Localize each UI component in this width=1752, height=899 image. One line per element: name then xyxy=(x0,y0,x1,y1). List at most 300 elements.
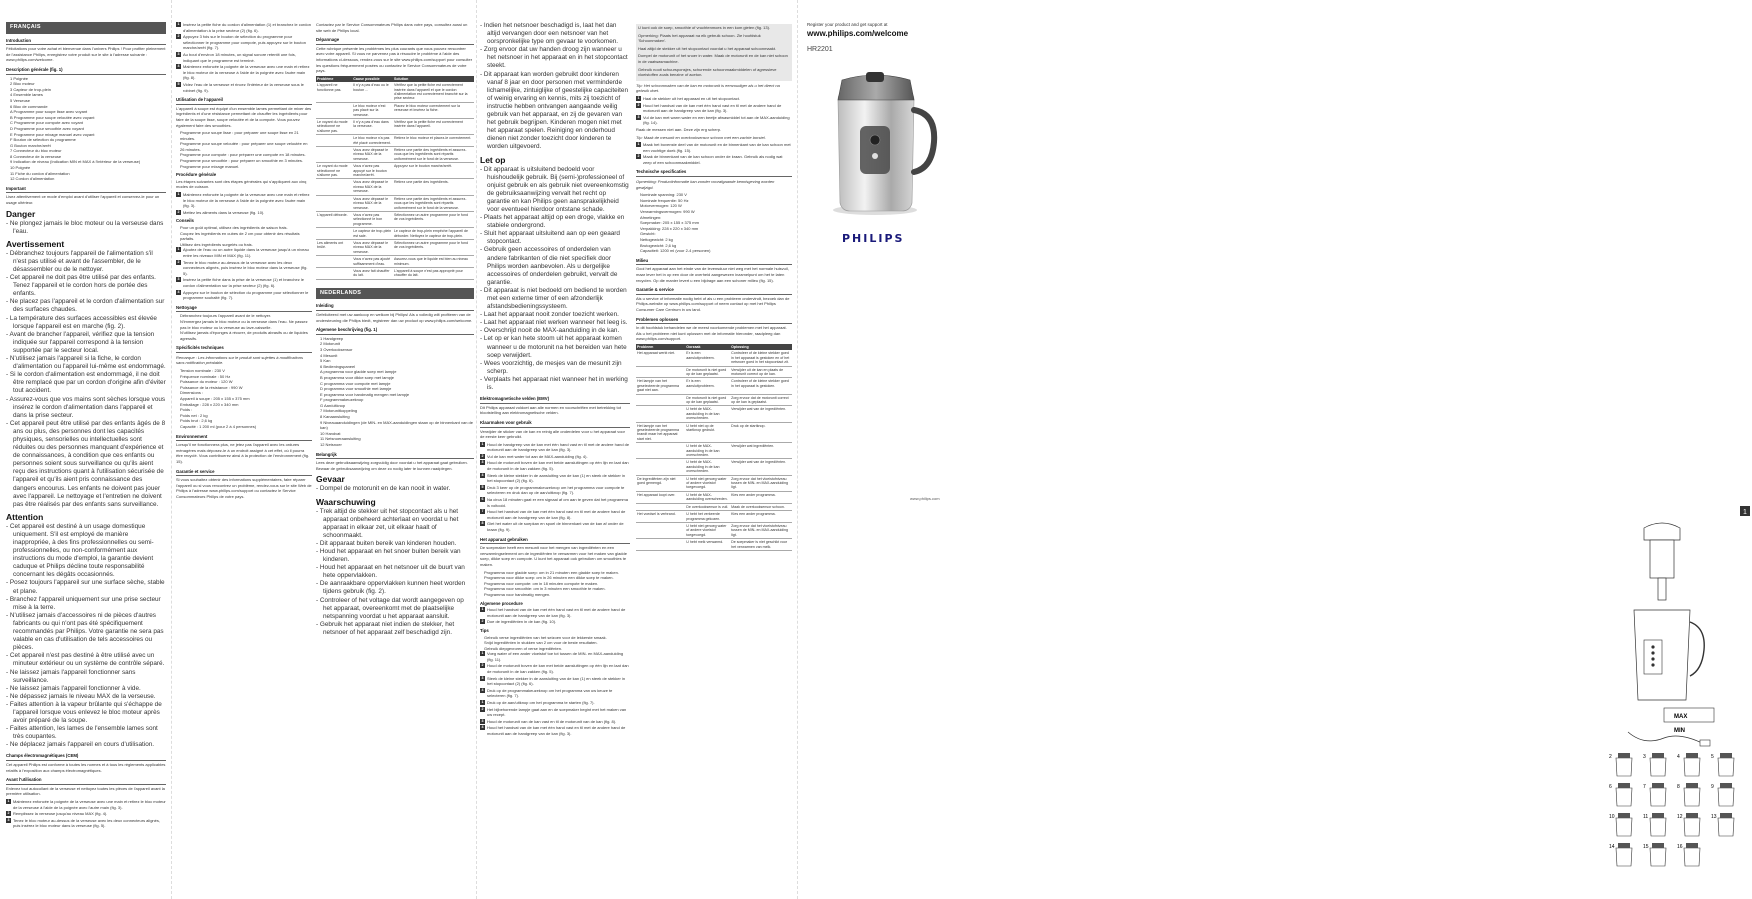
step-text: Houd de motorunit van de kan vast en til de motorunit van de kan (fig. 8). xyxy=(487,718,617,724)
table-cell: De overkooksensor is vuil. xyxy=(686,504,729,509)
figure-thumbnail xyxy=(1677,813,1700,836)
figure-number: 11 xyxy=(1643,814,1649,820)
nl-procedure-step xyxy=(480,688,630,699)
step-number: 1 xyxy=(177,247,180,252)
nl-before-step xyxy=(480,460,630,471)
figure-thumbnail xyxy=(1609,813,1632,836)
table-cell: Zorg ervoor dat het vloeistofniveau tussen de MIN- en MAX-aanduiding ligt. xyxy=(730,522,792,538)
step-number: 5 xyxy=(177,81,180,86)
program-list xyxy=(176,130,312,169)
nl-procedure-step xyxy=(480,707,630,718)
step-text: Steek de kleine stekker in de aansluiting van de kan (1) en steek de stekker in het stopcontact (2) (fig. 6). xyxy=(487,675,626,687)
table-cell: U hebt de MAX-aanduiding in de kan overschreden. xyxy=(685,443,730,459)
nl-spec-item: Gewicht: xyxy=(640,231,656,237)
spec-item: Dimensions : xyxy=(180,390,204,396)
specs-list xyxy=(176,368,312,430)
figure-number: 9 xyxy=(1711,784,1714,790)
nl-procedure-step xyxy=(480,676,630,687)
important-text: Lisez attentivement ce mode d'emploi avant d'utiliser l'appareil et conservez-le pour un usage ultérieur. xyxy=(6,194,160,206)
table-row xyxy=(636,394,792,406)
step-number: 7 xyxy=(481,509,484,514)
first-use-step xyxy=(176,52,312,63)
table-row xyxy=(316,239,474,255)
step-number: 4 xyxy=(177,64,180,69)
guarantee-heading: Garantie et service xyxy=(176,469,312,477)
description-list xyxy=(6,76,166,182)
tip-item: Pour un goût optimal, utilisez des ingrédients de saison frais. xyxy=(180,225,288,230)
nl-spec-item: Verpakking: 228 x 220 x 340 mm xyxy=(640,225,699,231)
nl-description-item: 1 Handgreep xyxy=(320,335,344,341)
table-cell: Retirez le bloc moteur et placez-le correctement. xyxy=(393,135,474,147)
description-item: 6 Bloc de commande xyxy=(10,103,48,109)
step-number: 1 xyxy=(481,651,484,656)
step-text: Houd het handvat van de kan met één hand vast en til met de andere hand de motorunit aan de handgreep van de kan (fig. 3). xyxy=(487,725,626,736)
step-number: 2 xyxy=(637,102,640,107)
table-cell: Les aliments ont brûlé. xyxy=(316,239,352,255)
step-text: Voeg water of een ander vloeistof toe tot tussen de MIN- en MAX-aanduiding (fig. 11). xyxy=(487,651,624,662)
nl-intro-text: Gefeliciteerd met uw aankoop en welkom bij Philips! Als u volledig wilt profiteren van de ondersteuning die Philips biedt, registreer dan uw product op www.philips.com/welcome. xyxy=(316,311,473,323)
step-text: Vul de kan met warm water en een beetje afwasmiddel tot aan de MAX-aanduiding (fig. 14). xyxy=(643,114,790,126)
nl-tip-item: Snijd ingrediënten in stukken van 2 cm voor de beste resultaten. xyxy=(484,640,598,646)
spec-item: Poids net : 2 kg xyxy=(180,412,208,418)
spec-item: Puissance de la résistance : 990 W xyxy=(180,384,243,390)
troubleshoot-table-nl xyxy=(636,344,792,551)
nl-shade-item: Dompel de motorunit of het snoer in water. Maak de motorunit en de kan niet schoon in de vaatwasmachine. xyxy=(638,53,788,64)
figure-number: 14 xyxy=(1609,844,1615,850)
table-row xyxy=(316,211,474,227)
step-text: Tenez le bloc moteur au-dessus de la verseuse avec les deux connecteurs alignés, puis insérez le bloc moteur dans la verseuse (fig. 5). xyxy=(183,259,308,276)
nl-intro-heading: Inleiding xyxy=(316,303,474,311)
warning-item: - Débranchez toujours l'appareil de l'alimentation s'il n'est pas utilisé et avant de l'assembler, de le désassembler ou de le nettoyer. xyxy=(6,249,153,273)
spec-item: Tension nominale : 230 V xyxy=(180,368,225,374)
table-cell: Vous avez dépassé le niveau MAX de la verseuse. xyxy=(352,239,393,255)
caution-item: - Faites attention à la vapeur brûlante qui s'échappe de l'appareil lorsque vous enlevez le bloc moteur après avoir préparé de la soupe. xyxy=(6,700,162,725)
nl-description-item: 12 Netsnoer xyxy=(320,442,342,448)
step-text: Druk 3 keer op de programmakeuzeknop om het programma voor compote te selecteren en druk dan op de aan/uitknop (fig. 7). xyxy=(487,484,625,496)
figure-number: 16 xyxy=(1677,844,1683,850)
table-cell: Assurez-vous que le liquide est bien au niveau minimum. xyxy=(393,256,474,268)
before-use-step xyxy=(6,818,166,829)
nl-warning-item: - Dit apparaat kan worden gebruikt door kinderen vanaf 8 jaar en door personen met verminderde lichamelijke, zintuiglijke of geestelijke capaciteiten of weinig ervaring en kennis, mits zij toezicht of instructie hebben ontvangen aangaande veilig gebruik van het apparaat, en zij de gevaren van het gebruik begrijpen. Kinderen mogen niet met het apparaat spelen. Reiniging en onderhoud dienen niet zonder toezicht door kinderen te worden uitgevoerd. xyxy=(480,70,629,151)
step-number: 2 xyxy=(481,453,484,458)
before-use-steps xyxy=(6,799,166,829)
table-row xyxy=(636,522,792,538)
description-item: 9 Indication de niveau (Indication MIN et MAX à l'intérieur de la verseuse) xyxy=(10,159,141,165)
table-row xyxy=(316,195,474,211)
table-row xyxy=(636,406,792,422)
table-cell: Le capteur de trop-plein est sale. xyxy=(353,229,392,238)
figure-thumbnail xyxy=(1609,753,1632,776)
nl-specs-list xyxy=(636,192,792,254)
figure-thumbnail xyxy=(1643,753,1666,776)
nl-tips-heading: Tips xyxy=(480,627,489,633)
nl-emf-heading: Elektromagnetische velden (EMV) xyxy=(480,396,630,404)
nl-spec-item: Capaciteit: 1200 ml (voor 2-4 personen) xyxy=(640,248,711,254)
step-number: 2 xyxy=(177,34,180,39)
fold-line xyxy=(171,0,172,899)
nl-caution-item: - Let op er kan hete stoom uit het apparaat komen wanneer u de motorunit na het bereiden van hete soep verwijdert. xyxy=(480,335,627,359)
step-number: 1 xyxy=(7,799,10,803)
step-number: 4 xyxy=(481,472,484,477)
caution-item: - Posez toujours l'appareil sur une surface sèche, stable et plane. xyxy=(6,579,165,595)
nl-shaded-notes xyxy=(636,24,792,81)
table-cell: Le voyant du mode sélectionné ne s'allume pas. xyxy=(316,163,352,179)
step-text: Videz l'eau de la verseuse et rincez l'intérieur de la verseuse sous le robinet (fig. 9). xyxy=(183,81,304,93)
nl-before-step xyxy=(480,485,630,496)
step-text: Houd het handvat van de kan met één hand vast en til met de andere hand de motorunit aan de handgreep van de kan (fig. 3). xyxy=(487,607,626,618)
table-row xyxy=(316,267,474,279)
nl-shade-item: U kunt ook de soep, smoothie of vruchtenmoes in een kom gieten (fig. 13). xyxy=(638,25,771,30)
procedure-step xyxy=(176,247,312,258)
description-item: F Bouton de sélection du programme xyxy=(10,137,76,143)
figure-thumbnail xyxy=(1711,753,1734,776)
step-number: 1 xyxy=(481,607,484,612)
figure-thumbnail xyxy=(1677,753,1700,776)
table-cell: Vous avez dépassé le niveau MAX de la verseuse. xyxy=(352,179,393,195)
table-cell: Retirez une partie des ingrédients et assurez-vous que les ingrédients sont répartis uniformément sur le fond de la verseuse. xyxy=(393,195,474,211)
table-row xyxy=(316,163,474,179)
table-cell xyxy=(636,443,685,459)
warning-item: - N'utilisez jamais l'appareil si la fiche, le cordon d'alimentation ou l'appareil lui-même est endommagé. xyxy=(6,355,166,371)
table-cell xyxy=(636,406,685,422)
small-website: www.philips.com xyxy=(910,496,940,501)
table-cell xyxy=(316,195,352,211)
description-item: C Programme pour compote avec voyant xyxy=(10,120,83,126)
nl-procedure-step xyxy=(480,619,630,625)
step-text: Insérez la petite fiche du cordon d'alimentation (1) et branchez le cordon d'alimentation à la prise secteur (2) (fig. 6). xyxy=(183,22,311,33)
description-item: 7 Connecteur du bloc moteur xyxy=(10,148,62,154)
model-number: HR2201 xyxy=(807,46,833,53)
table-cell: De ingrediënten zijn niet goed gemengd. xyxy=(636,475,685,491)
description-item: 11 Fiche du cordon d'alimentation xyxy=(10,170,70,176)
column-header: Solution xyxy=(393,76,474,82)
figure-number: 8 xyxy=(1677,784,1680,790)
table-cell: Vous avez dépassé le niveau MAX de la verseuse. xyxy=(352,195,393,211)
nl-program-list xyxy=(480,570,630,598)
nl-description-list xyxy=(316,336,474,448)
nl-clean-tip: Tip: Het schoonmaken van de kan en motorunit is eenvoudiger als u het direct na gebruik doet. xyxy=(636,82,780,94)
step-number: 2 xyxy=(481,663,484,668)
general-procedure-steps xyxy=(176,192,312,215)
nl-spec-item: Nominale spanning: 230 V xyxy=(640,192,687,198)
step-text: Houd de handgreep van de kan met één hand vast en til met de andere hand de motorunit aan de handgreep van de kan (fig. 3). xyxy=(487,441,630,453)
welcome-url: www.philips.com/welcome xyxy=(807,29,909,38)
table-row xyxy=(636,459,792,475)
table-cell: Vous avez dépassé le niveau MAX de la verseuse. xyxy=(352,147,393,163)
figure-thumbnail xyxy=(1677,843,1700,866)
nl-danger-item: - Dompel de motorunit en de kan nooit in water. xyxy=(316,485,451,493)
step-text: Tenez le bloc moteur au-dessus de la verseuse avec les deux connecteurs alignés, puis insérez le bloc moteur dans la verseuse (fig. 5). xyxy=(13,817,160,829)
first-use-step xyxy=(176,64,312,81)
caution-item: - Cet appareil est destiné à un usage domestique uniquement. S'il est employé de manière inappropriée, à des fins professionnelles ou semi-professionnelles, ou non-conformément aux instructions du mode d'emploi, la garantie devient caduque et Philips décline toute responsabilité concernant les dégâts occasionnés. xyxy=(6,522,154,579)
nl-warning-list-cont xyxy=(480,22,630,152)
column-header: Cause possible xyxy=(352,76,393,82)
nl-more-steps xyxy=(480,651,630,699)
spec-item: Capacité : 1 200 ml (pour 2 à 4 personnes) xyxy=(180,424,257,429)
table-cell: Verwijder uit de kan en plaats de motorunit correct op de kan. xyxy=(730,366,792,378)
caution-item: - Ne dépassez jamais le niveau MAX de la verseuse. xyxy=(6,692,156,700)
column-french-3 xyxy=(316,22,474,892)
table-cell: De soepmaker is niet geschikt voor het verwarmen van melk. xyxy=(730,539,792,551)
nl-caution-item: - Overschrijd nooit de MAX-aanduiding in de kan. xyxy=(480,327,620,335)
column-header: Probleem xyxy=(636,344,685,350)
nl-clean-step xyxy=(636,115,792,126)
table-row xyxy=(636,539,792,551)
step-text: Druk op de aan/uitknop om het programma te starten (fig. 7). xyxy=(487,700,595,706)
table-cell: L'appareil ne fonctionne pas. xyxy=(316,82,352,102)
table-cell: L'appareil à soupe n'est pas approprié pour chauffer du lait. xyxy=(393,267,474,279)
step-text: Haal de stekker uit het apparaat en uit het stopcontact. xyxy=(643,95,740,101)
nl-brush-tip: Tip: Maak de mesunit en overkooksensor schoon met een zachte borstel. xyxy=(636,134,766,140)
specs-note: Remarque : Les informations sur le produit sont sujettes à modifications sans notification préalable. xyxy=(176,354,303,366)
table-cell: U hebt niet genoeg water of andere vloeistof toegevoegd. xyxy=(685,522,730,538)
warning-list xyxy=(6,250,166,509)
warning-item: - Ne placez pas l'appareil et le cordon d'alimentation sur des surfaces chaudes. xyxy=(6,298,165,314)
nl-program-item: Programma voor gladde soep: om in 21 minuten een gladde soep te maken. xyxy=(484,569,619,575)
table-cell: Sélectionnez un autre programme pour le fond de vos ingrédients. xyxy=(393,239,474,255)
nl-description-item: 2 Motorunit xyxy=(320,341,341,347)
figure-number: 15 xyxy=(1643,844,1649,850)
nl-warning-item: - Gebruik het apparaat niet indien de stekker, het netsnoer of het apparaat zelf beschadigd zijn. xyxy=(316,620,455,636)
figure-illustrations xyxy=(1604,500,1752,890)
nl-clean-steps xyxy=(636,96,792,126)
table-cell xyxy=(316,256,352,268)
table-row xyxy=(636,378,792,394)
step-number: 3 xyxy=(7,817,10,822)
step-number: 2 xyxy=(481,706,484,711)
table-cell xyxy=(316,102,352,118)
step-text: Appuyez 3 fois sur le bouton de sélection du programme pour sélectionner le programme pour compote, puis appuyez sur le bouton marche/arrêt (fig. 7). xyxy=(183,34,306,51)
step-text: Na circa 18 minuten gaat er een signaal af om aan te geven dat het programma is voltooid. xyxy=(487,497,628,508)
cleaning-item: Débranchez toujours l'appareil avant de le nettoyer. xyxy=(180,313,272,319)
before-use-text: Enlevez tout autocollant de la verseuse et nettoyez toutes les pièces de l'appareil avant la première utilisation. xyxy=(6,785,165,797)
column-header: Oorzaak xyxy=(685,344,730,350)
nl-description-item: 10 Handvat xyxy=(320,430,341,436)
description-item: 8 Connecteur de la verseuse xyxy=(10,153,62,159)
table-cell: Vérifiez que la petite fiche est correctement insérée dans l'appareil et que le cordon d'alimentation est correctement branché sur la prise secteur. xyxy=(393,82,474,102)
table-cell: U hebt de MAX-aanduiding in de kan overschreden. xyxy=(685,459,730,475)
troubleshoot-intro: Contactez par le Service Consommateurs Philips dans votre pays, consultez aussi un site web de Philips local. xyxy=(316,22,468,33)
table-cell: Er is een aansluitprobleem. xyxy=(685,378,730,394)
step-number: 1 xyxy=(177,192,180,197)
language-header-dutch: NEDERLANDS xyxy=(316,288,474,300)
description-item: 5 Verseuse xyxy=(10,97,31,103)
figure-number: 10 xyxy=(1609,814,1615,820)
column-french-1 xyxy=(6,22,166,892)
table-cell: Het apparaat loopt over. xyxy=(636,491,685,503)
step-number: 3 xyxy=(481,718,484,723)
table-cell: Le capteur de trop-plein empêche l'appareil de déborder. Nettoyez le capteur de trop-plein. xyxy=(393,228,474,240)
step-text: Insérez la petite fiche dans la prise de la verseuse (1) et branchez le cordon d'alimentation sur la prise secteur (2) (fig. 6). xyxy=(183,277,304,288)
figure-number: 13 xyxy=(1711,814,1717,820)
table-cell: Maak de overkooksensor schoon. xyxy=(730,503,792,510)
description-item: 10 Poignée xyxy=(10,165,31,171)
table-cell: Het apparaat werkt niet. xyxy=(636,350,685,366)
nl-clean-step xyxy=(636,96,792,102)
figure-page-number xyxy=(1740,506,1750,516)
step-number: 3 xyxy=(637,114,640,119)
table-cell: Il n'y a pas d'eau dans la verseuse. xyxy=(352,119,393,135)
step-number: 6 xyxy=(481,497,484,502)
guarantee-text: Si vous souhaitez obtenir des informations supplémentaires, faire réparer l'appareil ou si vous rencontrez un problème, rendez-vous sur le site Web de Philips à l'adresse www.philips.com/support ou contactez le Service Consommateurs Philips de votre pays. xyxy=(176,477,312,499)
step-text: Doe de ingrediënten in de kan (fig. 10). xyxy=(487,619,557,625)
step-number: 3 xyxy=(481,460,484,465)
nl-warning-item: - Houd het apparaat en het netsnoer uit de buurt van hete oppervlakken. xyxy=(316,564,465,580)
step-number: 2 xyxy=(7,811,10,816)
nl-before-step xyxy=(480,473,630,484)
step-text: Appuyez sur le bouton de sélection du programme pour sélectionner le programme souhaité (fig. 7). xyxy=(183,289,309,301)
table-cell: Retirez une partie des ingrédients. xyxy=(393,179,474,195)
nl-clean-steps-2 xyxy=(636,142,792,165)
nl-specs-note: Opmerking: Productinformatie kan zonder voorafgaande kennisgeving worden gewijzigd. xyxy=(636,179,775,190)
nl-program-item: Programma voor handmatig mengen. xyxy=(484,591,551,597)
nl-clean-step xyxy=(636,154,792,165)
figure-thumbnail xyxy=(1609,783,1632,806)
description-item: D Programme pour smoothie avec voyant xyxy=(10,125,84,131)
step-number: 3 xyxy=(177,277,180,282)
nl-spec-item: Soepmaker: 205 x 155 x 375 mm xyxy=(640,220,699,226)
nl-clean-step xyxy=(636,142,792,153)
table-row xyxy=(316,228,474,240)
troubleshoot-heading: Dépannage xyxy=(316,37,474,45)
nl-danger-heading: Gevaar xyxy=(316,474,345,485)
warning-item: - La température des surfaces accessibles est élevée lorsque l'appareil est en marche (fig. 2). xyxy=(6,314,157,330)
table-cell: Appuyez sur le bouton marche/arrêt. xyxy=(393,163,474,179)
table-cell: Het lampje van het geselecteerde programma gaat niet aan. xyxy=(636,378,685,394)
step-number: 5 xyxy=(481,484,484,489)
intro-text: Félicitations pour votre achat et bienvenue dans l'univers Philips ! Pour profiter pleinement de l'assistance Philips, enregistrez votre produit sur le site à l'adresse suivante : www.philips.com/welcome. xyxy=(6,46,166,63)
table-cell: Il n'y a pas d'eau ou le bouton ... xyxy=(352,82,393,102)
table-row xyxy=(316,135,474,147)
step-text: Houd het handvat van de kan met één hand vast en til met de andere hand de motorunit aan de handgreep van de kan (fig. 8). xyxy=(487,509,626,520)
nl-spec-item: Afmetingen: xyxy=(640,214,662,220)
table-cell xyxy=(636,366,685,378)
table-cell xyxy=(316,228,352,240)
table-cell: Zorg ervoor dat de motorunit correct op de kan is geplaatst. xyxy=(730,394,792,406)
step-text: Maintenez enfoncée la poignée de la verseuse avec une main et retirez le bloc moteur de la verseuse à l'aide de la poignée avec l'autre main (fig. 3). xyxy=(13,799,166,810)
table-cell xyxy=(636,459,685,475)
table-cell: Het lampje van het geselecteerde programma brandt maar het apparaat start niet. xyxy=(636,422,685,443)
nl-caution-item: - Plaats het apparaat altijd op een droge, vlakke en stabiele ondergrond. xyxy=(480,214,625,230)
nl-caution-item: - Dit apparaat is niet bedoeld om bediend te worden met een externe timer of een afzonderlijk afstandsbedieningssysteem. xyxy=(480,286,627,311)
warning-item: - Cet appareil peut être utilisé par des enfants âgés de 8 ans ou plus, des personnes dont les capacités physiques, sensorielles ou intellectuelles sont réduites ou des personnes manquant d'expérience et de connaissances, à condition que ces enfants ou personnes soient sous surveillance ou qu'ils aient reçu des instructions quant à l'utilisation sécurisée de l'appareil et qu'ils aient pris connaissance des dangers encourus. Les enfants ne doivent pas jouer avec l'appareil. Le nettoyage et l'entretien ne doivent pas être réalisés par des enfants sans surveillance. xyxy=(6,419,166,508)
nl-description-item: 8 Kanaansluiting xyxy=(320,414,350,420)
use-text: L'appareil à soupe est équipé d'un ensemble lames permettant de mixer des ingrédients et d'une résistance permettant de chauffer les ingrédients pour faire de la soupe lisse, soupe veloutée et de la compote. Vous pouvez également faire des smoothies. xyxy=(176,105,312,128)
step-text: Maak het bovenste deel van de motorunit en de binnenkant van de kan schoon met een vochtige doek (fig. 15). xyxy=(643,142,791,153)
table-cell xyxy=(316,267,352,279)
step-text: Ajoutez de l'eau ou un autre liquide dans la verseuse jusqu'à un niveau entre les niveaux MIN et MAX (fig. 11). xyxy=(183,247,309,258)
nl-procedure-step xyxy=(480,700,630,706)
step-text: Maak de binnenkant van de kan schoon onder de kraan. Gebruik als nodig wat zeep of een schoonmaakmiddel. xyxy=(643,154,783,165)
figure-number: 12 xyxy=(1677,814,1683,820)
troubleshoot-table-fr xyxy=(316,76,474,280)
step-text: Houd de motorunit boven de kan met beide aansluitingen op één lijn en laat dan de motorunit in de kan zakken (fig. 5). xyxy=(487,663,629,675)
table-cell xyxy=(636,539,685,551)
figure-thumbnail xyxy=(1711,783,1734,806)
nl-warning-item: - Dit apparaat buiten bereik van kinderen houden. xyxy=(316,539,457,547)
table-cell xyxy=(636,503,685,510)
nl-description-item: B programma voor dikke soep met lampje xyxy=(320,374,395,380)
first-use-step xyxy=(176,34,312,51)
figure-number: 7 xyxy=(1643,784,1646,790)
figure-grid xyxy=(1609,753,1734,866)
step-text: Mettez les aliments dans la verseuse (fig. 10). xyxy=(183,209,265,215)
table-row xyxy=(316,102,474,118)
nl-caution-item: - Verplaats het apparaat niet wanneer het in werking is. xyxy=(480,375,628,392)
tips-heading: Conseils xyxy=(176,218,194,224)
step-number: 1 xyxy=(481,700,484,705)
description-item: B Programme pour soupe veloutée avec voyant xyxy=(10,114,95,120)
figure-number: 3 xyxy=(1643,754,1646,760)
step-number: 2 xyxy=(177,259,180,264)
nl-description-heading: Algemene beschrijving (fig. 1) xyxy=(316,327,474,335)
nl-description-item: 3 Overkooksensor xyxy=(320,346,353,352)
table-row xyxy=(636,475,792,491)
table-cell: Er is een aansluitprobleem. xyxy=(685,350,730,366)
before-use-heading: Avant l'utilisation xyxy=(6,777,166,785)
description-item: 4 Ensemble lames xyxy=(10,92,43,98)
step-number: 2 xyxy=(481,619,484,624)
warning-item: - Cet appareil ne doit pas être utilisé par des enfants. Tenez l'appareil et le cordon hors de portée des enfants. xyxy=(6,274,156,298)
nl-spec-item: Verwarmingsvermogen: 990 W xyxy=(640,209,695,215)
nl-clean-step xyxy=(636,103,792,114)
description-item: E Programme pour mixage manuel avec voyant xyxy=(10,131,95,137)
step-number: 1 xyxy=(177,22,180,26)
nl-caution-item: - Gebruik geen accessoires of onderdelen van andere fabrikanten of die niet specifiek door Philips worden aanbevolen. Als u dergelijke accessoires of onderdelen gebruikt, vervalt de garantie. xyxy=(480,246,618,286)
table-row xyxy=(636,350,792,366)
environment-heading: Environnement xyxy=(176,434,312,442)
program-item: Programme pour mixage manuel. xyxy=(180,163,240,169)
step-number: 1 xyxy=(637,142,640,147)
nl-shade-item: Gebruik nooit schuursponsjes, schurende schoonmaakmiddelen of agressieve vloeistoffen zoals benzine of aceton. xyxy=(638,66,777,78)
nl-shade-item: Opmerking: Plaats het apparaat na elk gebruik schoon. Zie hoofdstuk 'Schoonmaken'. xyxy=(638,32,761,44)
step-number: 4 xyxy=(481,687,484,692)
step-text: Houd het handvat van de kan met één hand vast en til met de andere hand de motorunit aan de handgreep van de kan (fig. 3). xyxy=(643,102,782,114)
figure-number: 4 xyxy=(1677,754,1680,760)
nl-use-heading: Het apparaat gebruiken xyxy=(480,537,630,545)
caution-item: - Branchez l'appareil uniquement sur une prise secteur mise à la terre. xyxy=(6,595,161,611)
register-text: Register your product and get support at xyxy=(807,22,888,27)
table-cell: Vous n'avez pas appuyé sur le bouton marche/arrêt. xyxy=(352,163,393,179)
nl-emf-text: Dit Philips apparaat voldoet aan alle normen en voorschriften met betrekking tot blootstelling aan elektromagnetische velden. xyxy=(480,404,621,416)
important-heading: Important xyxy=(6,186,166,194)
language-header-french: FRANÇAIS xyxy=(6,22,166,34)
description-item: 1 Poignée xyxy=(10,75,29,81)
figure-thumbnail xyxy=(1609,843,1632,866)
figure-thumbnail xyxy=(1677,783,1700,806)
procedure-step xyxy=(176,260,312,277)
nl-important-text: Lees deze gebruiksaanwijzing zorgvuldig door voordat u het apparaat gaat gebruiken. Bewaar de gebruiksaanwijzing om deze zo nodig later te kunnen raadplegen. xyxy=(316,460,468,471)
program-item: Programme pour soupe lisse : pour préparer une soupe lisse en 21 minutes. xyxy=(180,130,299,141)
nl-procedure-step xyxy=(480,651,630,662)
step-text: Het bijbehorende lampje gaat aan en de soepmaker begint met het maken van uw recept. xyxy=(487,706,627,718)
page-number-text: 1 xyxy=(1743,509,1747,516)
table-row xyxy=(636,503,792,510)
nl-description-item: F programmakeuzeknop xyxy=(320,397,364,403)
program-item: Programme pour compote : pour préparer une compote en 18 minutes. xyxy=(180,152,306,158)
figure-number: 6 xyxy=(1609,784,1612,790)
step-text: Druk op de programmakeuzeknop om het programma van uw keuze te selecteren (fig. 7). xyxy=(487,687,613,699)
spec-item: Emballage : 228 x 220 x 340 mm xyxy=(180,401,239,407)
nl-procedure-step xyxy=(480,725,630,736)
step-number: 2 xyxy=(177,209,180,214)
fold-line xyxy=(476,0,477,899)
nl-description-item: 7 Motorunitkoppeling xyxy=(320,408,358,414)
table-cell: U hebt de MAX-aanduiding overschreden. xyxy=(685,491,730,503)
nl-description-item: D programma voor smoothie met lampje xyxy=(320,386,392,392)
danger-heading: Danger xyxy=(6,208,36,219)
table-cell: U hebt de MAX-aanduiding in de kan overschreden. xyxy=(685,406,730,422)
